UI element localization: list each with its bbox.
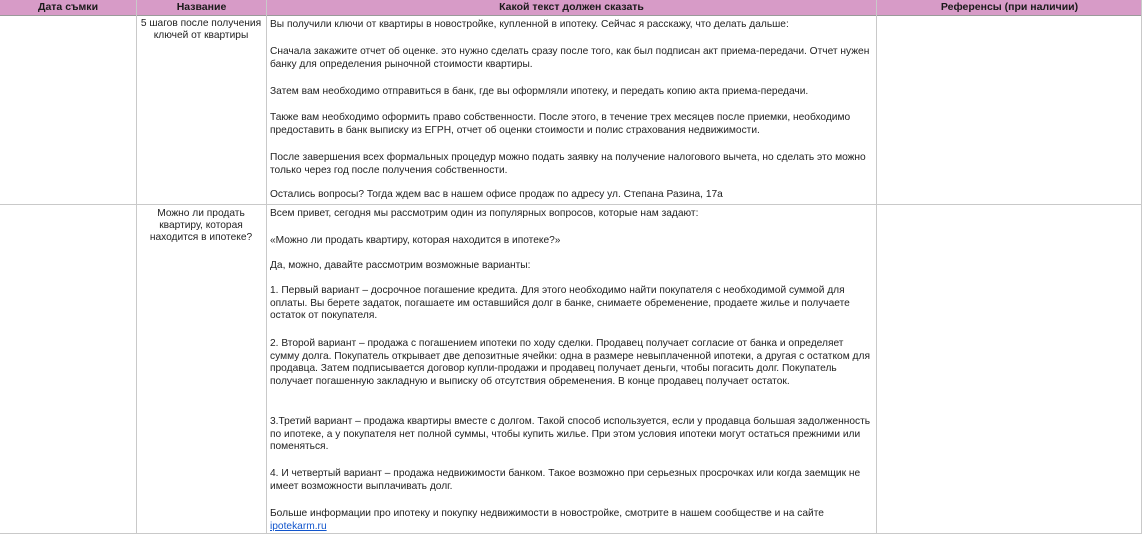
header-references[interactable]: Референсы (при наличии) bbox=[877, 0, 1142, 16]
grid-line bbox=[0, 204, 1142, 205]
grid-line bbox=[266, 0, 267, 534]
script-paragraph: 1. Первый вариант – досрочное погашение кредита. Для этого необходимо найти покупателя с необходимой суммой для оплаты. Вы берете задаток, погашаете им оставшийся долг в банке, снимаете обременение, продаете жилье и получаете остаток от покупателя. bbox=[270, 285, 850, 322]
script-paragraph: «Можно ли продать квартиру, которая находится в ипотеке?» bbox=[270, 235, 561, 246]
closing-text: Больше информации про ипотеку и покупку недвижимости в новостройке, смотрите в нашем сообществе и на сайте bbox=[270, 508, 824, 519]
script-paragraph: Всем привет, сегодня мы рассмотрим один из популярных вопросов, которые нам задают: bbox=[270, 208, 699, 219]
script-paragraph: Также вам необходимо оформить право собственности. После этого, в течение трех месяцев после приемки, необходимо предоставить в банк выписку из ЕГРН, отчет об оценки стоимости и полис страхования недвижимости. bbox=[270, 112, 851, 136]
script-paragraph: 2. Второй вариант – продажа с погашением ипотеки по ходу сделки. Продавец получает согласие от банка и определяет сумму долга. Покупатель открывает две депозитные ячейки: одна в размере невыплаченной ипотеки, а другая с остатком для продавца. Затем подписывается договор купли-продажи и продавец получает деньги, чтобы погасить долг. Покупатель получает погашенную закладную и выписку об отсутствия обременения. В конце продавец получает остаток. bbox=[270, 338, 870, 387]
script-paragraph: Сначала закажите отчет об оценке. это нужно сделать сразу после того, как был подписан акт приема-передачи. Отчет нужен банку для определения рыночной стоимости квартиры. bbox=[270, 46, 870, 70]
website-link[interactable]: ipotekarm.ru bbox=[270, 520, 327, 532]
script-paragraph: Затем вам необходимо отправиться в банк, где вы оформляли ипотеку, и передать копию акта приема-передачи. bbox=[270, 86, 809, 97]
header-text[interactable]: Какой текст должен сказать bbox=[267, 0, 876, 16]
grid-line bbox=[876, 0, 877, 534]
script-paragraph: Остались вопросы? Тогда ждем вас в нашем офисе продаж по адресу ул. Степана Разина, 17а bbox=[270, 189, 723, 200]
script-paragraph: 4. И четвертый вариант – продажа недвижимости банком. Такое возможно при серьезных просрочках или когда заемщик не имеет возможности выплачивать долг. bbox=[270, 468, 861, 492]
script-paragraph: После завершения всех формальных процедур можно подать заявку на получение налогового вычета, но сделать это можно только через год после получения собственности. bbox=[270, 152, 866, 176]
script-paragraph bbox=[270, 508, 872, 533]
header-title[interactable]: Название bbox=[137, 0, 266, 16]
script-paragraph: 3.Третий вариант – продажа квартиры вместе с долгом. Такой способ используется, если у продавца большая задолженность по ипотеке, а у покупателя нет полной суммы, чтобы купить жилье. При этом условия ипотеки могут остаться прежними или поменяться. bbox=[270, 416, 871, 453]
script-paragraph: Да, можно, давайте рассмотрим возможные варианты: bbox=[270, 260, 531, 271]
grid-line bbox=[136, 0, 137, 534]
script-paragraph: Вы получили ключи от квартиры в новостройке, купленной в ипотеку. Сейчас я расскажу, что делать дальше: bbox=[270, 19, 789, 30]
row-title-cell[interactable]: 5 шагов после получения ключей от квартиры bbox=[140, 18, 262, 41]
header-date[interactable]: Дата съмки bbox=[0, 0, 136, 16]
row-title-cell[interactable]: Можно ли продать квартиру, которая находится в ипотеке? bbox=[149, 208, 253, 243]
